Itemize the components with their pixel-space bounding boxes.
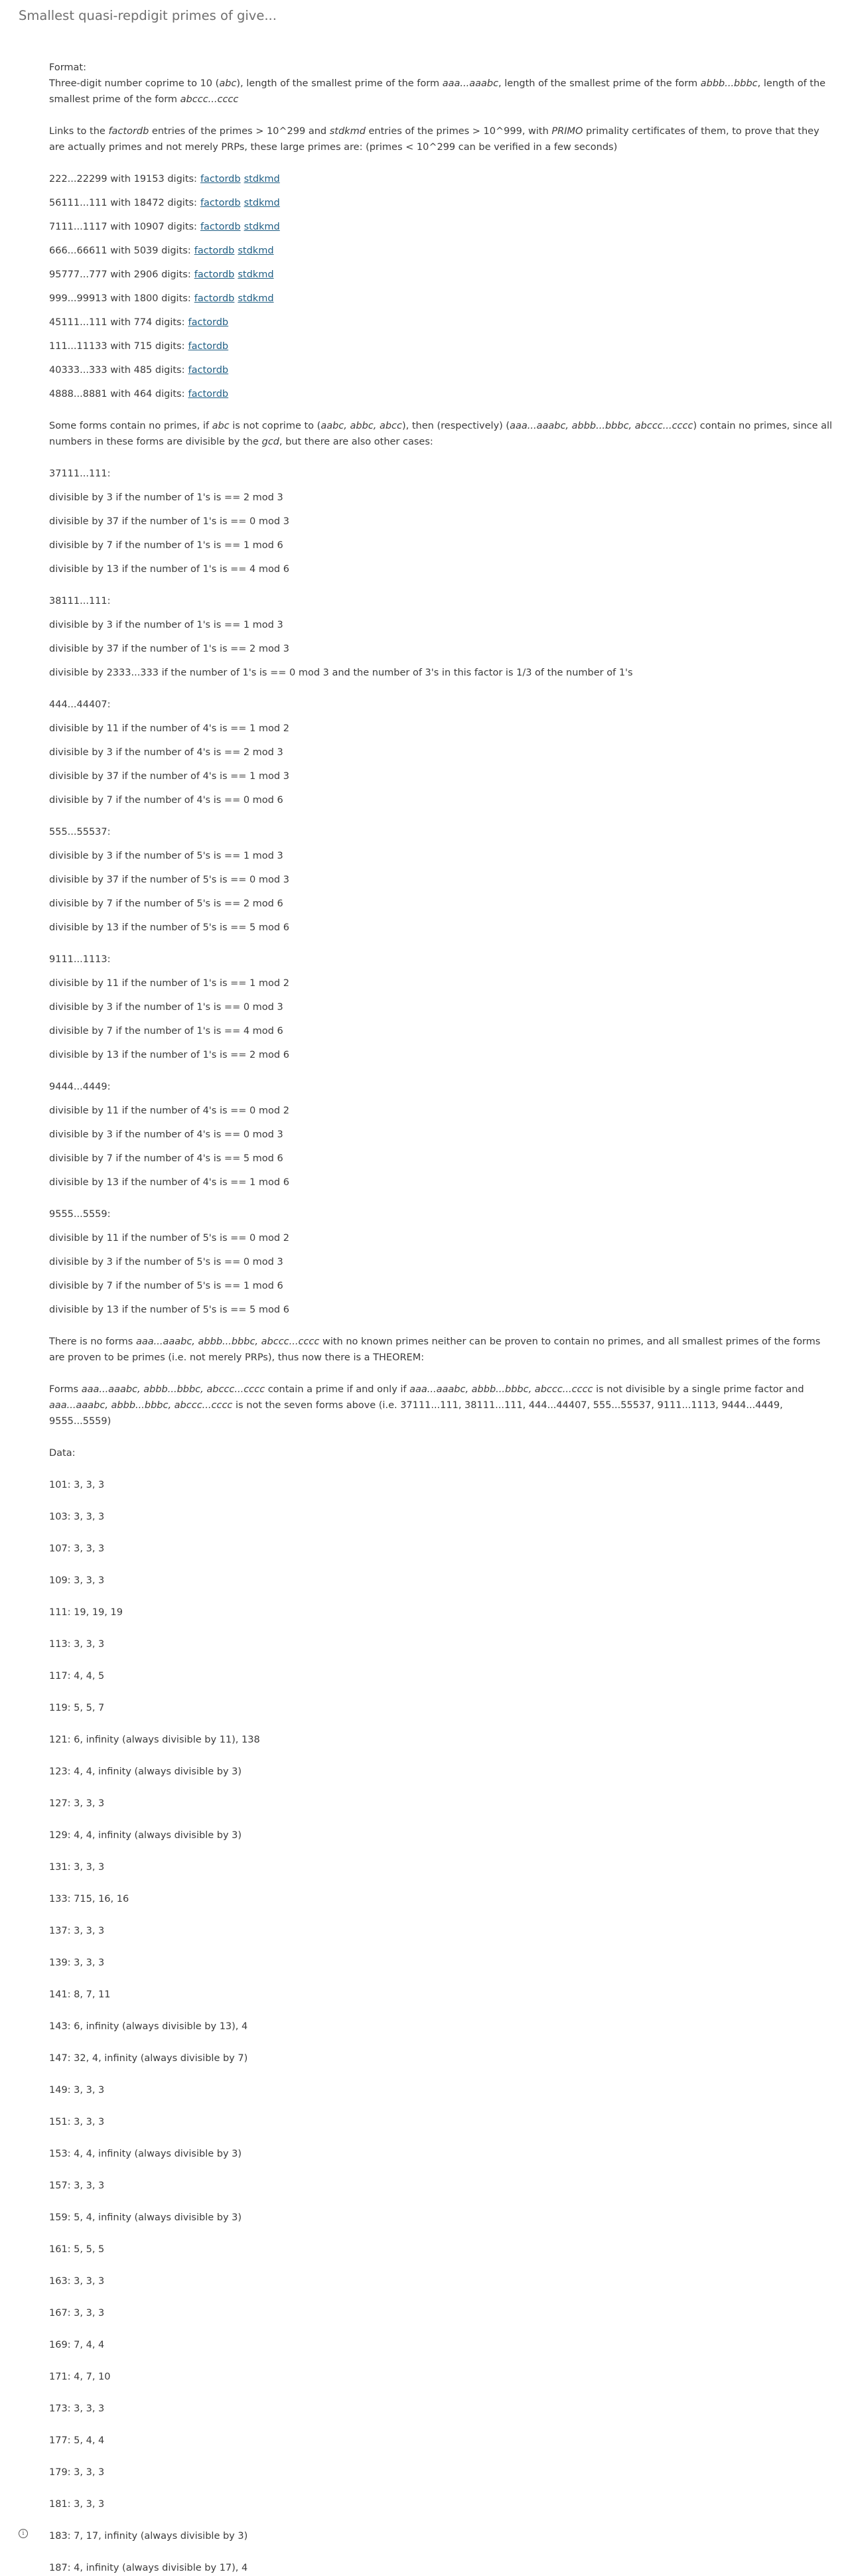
data-row: 107: 3, 3, 3 <box>49 1543 105 1554</box>
data-row: 101: 3, 3, 3 <box>49 1480 105 1490</box>
text-segment: entries of the primes > 10^999, with <box>365 126 552 137</box>
data-row: 143: 6, infinity (always divisible by 13), 4 <box>49 2021 248 2032</box>
case-rule: divisible by 13 if the number of 5's is == 5 mod 6 <box>49 1305 289 1315</box>
large-prime-label: 999...99913 with 1800 digits: <box>49 293 191 304</box>
case-rule: divisible by 7 if the number of 4's is == 0 mod 6 <box>49 795 283 806</box>
text-segment: aaa...aaabc, abbb...bbbc, abccc...cccc <box>81 1384 265 1395</box>
data-row: 159: 5, 4, infinity (always divisible by 3) <box>49 2212 242 2223</box>
text-segment: There is no forms <box>49 1336 136 1347</box>
factordb-link[interactable]: factordb <box>194 269 235 280</box>
case-form: 38111...111: <box>49 596 111 607</box>
case-rule: divisible by 3 if the number of 5's is == 1 mod 3 <box>49 851 283 861</box>
case-rule: divisible by 11 if the number of 5's is == 0 mod 2 <box>49 1233 289 1244</box>
case-rule: divisible by 2333...333 if the number of 1's is == 0 mod 3 and the number of 3's in this factor is 1/3 of the number of 1's <box>49 668 633 678</box>
text-segment: abbb...bbbc <box>700 78 758 89</box>
large-prime-item <box>49 315 836 330</box>
data-row: 149: 3, 3, 3 <box>49 2085 105 2096</box>
data-row: 147: 32, 4, infinity (always divisible by 7) <box>49 2053 248 2064</box>
large-prime-label: 111...11133 with 715 digits: <box>49 341 185 352</box>
large-prime-label: 4888...8881 with 464 digits: <box>49 389 185 399</box>
large-prime-label: 56111...111 with 18472 digits: <box>49 198 197 208</box>
text-segment: aabc, abbc, abcc <box>320 421 402 431</box>
data-row: 109: 3, 3, 3 <box>49 1575 105 1586</box>
case-form: 37111...111: <box>49 468 111 479</box>
text-segment: contain a prime if and only if <box>265 1384 410 1395</box>
data-row: 157: 3, 3, 3 <box>49 2181 105 2191</box>
data-list <box>49 1477 836 2576</box>
factordb-link[interactable]: factordb <box>188 317 229 328</box>
large-primes-list <box>49 171 836 402</box>
text-segment: primality certificates of them, to prove that they are actually primes and not merely PRPs, these large primes are: (primes < 10^299 can be verified in a few seconds) <box>49 126 819 153</box>
text-segment: aaa...aaabc, abbb...bbbc, abccc...cccc <box>510 421 693 431</box>
case-form: 9555...5559: <box>49 1209 111 1220</box>
page-content <box>49 60 836 2576</box>
case-rule: divisible by 3 if the number of 4's is == 0 mod 3 <box>49 1129 283 1140</box>
case-rule: divisible by 13 if the number of 1's is == 4 mod 6 <box>49 564 289 575</box>
case-form: 444...44407: <box>49 699 111 710</box>
data-row: 111: 19, 19, 19 <box>49 1607 123 1618</box>
data-row: 161: 5, 5, 5 <box>49 2244 105 2255</box>
data-row: 169: 7, 4, 4 <box>49 2340 105 2350</box>
data-row: 173: 3, 3, 3 <box>49 2403 105 2414</box>
large-prime-item <box>49 338 836 354</box>
factordb-link[interactable]: factordb <box>188 389 229 399</box>
format-heading: Format: <box>49 62 86 73</box>
large-prime-label: 95777...777 with 2906 digits: <box>49 269 191 280</box>
text-segment: factordb <box>108 126 149 137</box>
text-segment: abc <box>219 78 237 89</box>
factordb-link[interactable]: factordb <box>200 222 241 232</box>
text-segment: Links to the <box>49 126 109 137</box>
info-icon[interactable]: i <box>19 2529 28 2538</box>
text-segment: , length of the smallest prime of the form <box>49 78 826 105</box>
page-title: Smallest quasi-repdigit primes of give... <box>19 8 277 23</box>
text-segment: entries of the primes > 10^299 and <box>149 126 330 137</box>
data-row: 137: 3, 3, 3 <box>49 1926 105 1936</box>
factordb-link[interactable]: factordb <box>188 365 229 376</box>
text-segment: aaa...aaabc, abbb...bbbc, abccc...cccc <box>409 1384 593 1395</box>
large-prime-item <box>49 195 836 211</box>
large-prime-label: 666...66611 with 5039 digits: <box>49 246 191 256</box>
data-row: 121: 6, infinity (always divisible by 11), 138 <box>49 1735 260 1745</box>
large-prime-item <box>49 362 836 378</box>
case-rule: divisible by 37 if the number of 1's is == 2 mod 3 <box>49 644 289 654</box>
data-row: 117: 4, 4, 5 <box>49 1671 105 1682</box>
data-heading: Data: <box>49 1448 76 1459</box>
large-prime-item <box>49 291 836 307</box>
data-row: 133: 715, 16, 16 <box>49 1894 129 1904</box>
text-segment: aaa...aaabc <box>442 78 499 89</box>
data-row: 179: 3, 3, 3 <box>49 2467 105 2478</box>
format-description <box>49 76 836 107</box>
large-prime-item <box>49 386 836 402</box>
data-row: 113: 3, 3, 3 <box>49 1639 105 1650</box>
case-rule: divisible by 13 if the number of 1's is == 2 mod 6 <box>49 1050 289 1060</box>
large-prime-label: 7111...1117 with 10907 digits: <box>49 222 197 232</box>
large-prime-item <box>49 219 836 235</box>
text-segment: abccc...cccc <box>180 94 239 105</box>
some-forms-description <box>49 418 836 450</box>
factordb-link[interactable]: factordb <box>194 246 235 256</box>
case-form: 9444...4449: <box>49 1082 111 1092</box>
stdkmd-link[interactable]: stdkmd <box>238 293 274 304</box>
case-rule: divisible by 11 if the number of 1's is == 1 mod 2 <box>49 978 289 989</box>
data-row: 131: 3, 3, 3 <box>49 1862 105 1873</box>
case-rule: divisible by 3 if the number of 1's is == 1 mod 3 <box>49 620 283 630</box>
text-segment: is not divisible by a single prime factor and <box>593 1384 804 1395</box>
data-row: 181: 3, 3, 3 <box>49 2499 105 2510</box>
text-segment: aaa...aaabc, abbb...bbbc, abccc...cccc <box>49 1400 233 1411</box>
case-rule: divisible by 3 if the number of 4's is == 2 mod 3 <box>49 747 283 758</box>
large-prime-item <box>49 243 836 259</box>
large-prime-item <box>49 171 836 187</box>
case-rule: divisible by 13 if the number of 5's is == 5 mod 6 <box>49 922 289 933</box>
no-unknown-forms-paragraph <box>49 1334 836 1366</box>
data-row: 163: 3, 3, 3 <box>49 2276 105 2287</box>
data-row: 127: 3, 3, 3 <box>49 1798 105 1809</box>
factordb-link[interactable]: factordb <box>200 198 241 208</box>
theorem-statement <box>49 1382 836 1429</box>
data-row: 183: 7, 17, infinity (always divisible by 3) <box>49 2531 248 2541</box>
text-segment: PRIMO <box>551 126 583 137</box>
stdkmd-link[interactable]: stdkmd <box>244 222 280 232</box>
data-row: 103: 3, 3, 3 <box>49 1512 105 1522</box>
large-prime-item <box>49 267 836 283</box>
case-form: 555...55537: <box>49 827 111 837</box>
case-rule: divisible by 3 if the number of 1's is == 2 mod 3 <box>49 492 283 503</box>
text-segment: is not coprime to ( <box>229 421 321 431</box>
stdkmd-link[interactable]: stdkmd <box>238 246 274 256</box>
large-prime-label: 222...22299 with 19153 digits: <box>49 174 197 184</box>
text-segment: Three-digit number coprime to 10 ( <box>49 78 220 89</box>
factordb-link[interactable]: factordb <box>200 174 241 184</box>
data-row: 153: 4, 4, infinity (always divisible by 3) <box>49 2149 242 2159</box>
data-row: 141: 8, 7, 11 <box>49 1989 111 2000</box>
stdkmd-link[interactable]: stdkmd <box>244 198 280 208</box>
data-row: 177: 5, 4, 4 <box>49 2435 105 2446</box>
text-segment: abc <box>212 421 230 431</box>
large-prime-label: 40333...333 with 485 digits: <box>49 365 185 376</box>
case-rule: divisible by 7 if the number of 1's is == 4 mod 6 <box>49 1026 283 1037</box>
case-rule: divisible by 11 if the number of 4's is == 1 mod 2 <box>49 723 289 734</box>
special-cases <box>49 466 836 1334</box>
case-rule: divisible by 7 if the number of 1's is == 1 mod 6 <box>49 540 283 551</box>
large-prime-label: 45111...111 with 774 digits: <box>49 317 185 328</box>
case-rule: divisible by 3 if the number of 5's is == 0 mod 3 <box>49 1257 283 1267</box>
data-row: 129: 4, 4, infinity (always divisible by 3) <box>49 1830 242 1841</box>
text-segment: Forms <box>49 1384 82 1395</box>
data-row: 119: 5, 5, 7 <box>49 1703 105 1713</box>
data-row: 171: 4, 7, 10 <box>49 2372 111 2382</box>
text-segment: aaa...aaabc, abbb...bbbc, abccc...cccc <box>135 1336 320 1347</box>
case-form: 9111...1113: <box>49 954 111 965</box>
text-segment: Some forms contain no primes, if <box>49 421 212 431</box>
text-segment: , length of the smallest prime of the form <box>498 78 701 89</box>
data-row: 187: 4, infinity (always divisible by 17), 4 <box>49 2563 248 2573</box>
case-rule: divisible by 7 if the number of 5's is == 1 mod 6 <box>49 1281 283 1291</box>
text-segment: ) contain no primes, since all numbers in these forms are divisible by the <box>49 421 833 447</box>
case-rule: divisible by 37 if the number of 1's is == 0 mod 3 <box>49 516 289 527</box>
data-row: 151: 3, 3, 3 <box>49 2117 105 2127</box>
text-segment: ), then (respectively) ( <box>402 421 510 431</box>
data-row: 123: 4, 4, infinity (always divisible by 3) <box>49 1766 242 1777</box>
links-description <box>49 123 836 155</box>
case-rule: divisible by 37 if the number of 5's is == 0 mod 3 <box>49 875 289 885</box>
case-rule: divisible by 11 if the number of 4's is == 0 mod 2 <box>49 1106 289 1116</box>
text-segment: with no known primes neither can be proven to contain no primes, and all smallest primes of the forms are proven to be primes (i.e. not merely PRPs), thus now there is a THEOREM: <box>49 1336 821 1363</box>
case-rule: divisible by 7 if the number of 5's is == 2 mod 6 <box>49 898 283 909</box>
stdkmd-link[interactable]: stdkmd <box>244 174 280 184</box>
factordb-link[interactable]: factordb <box>188 341 229 352</box>
text-segment: gcd <box>261 437 279 447</box>
text-segment: stdkmd <box>329 126 366 137</box>
case-rule: divisible by 13 if the number of 4's is == 1 mod 6 <box>49 1177 289 1188</box>
stdkmd-link[interactable]: stdkmd <box>238 269 274 280</box>
case-rule: divisible by 7 if the number of 4's is == 5 mod 6 <box>49 1153 283 1164</box>
data-row: 139: 3, 3, 3 <box>49 1958 105 1968</box>
data-row: 167: 3, 3, 3 <box>49 2308 105 2319</box>
text-segment: is not the seven forms above (i.e. 37111...111, 38111...111, 444...44407, 555...55537, 9111...1113, 9444...4449, 9555...5559) <box>49 1400 783 1427</box>
case-rule: divisible by 37 if the number of 4's is == 1 mod 3 <box>49 771 289 782</box>
factordb-link[interactable]: factordb <box>194 293 235 304</box>
case-rule: divisible by 3 if the number of 1's is == 0 mod 3 <box>49 1002 283 1013</box>
text-segment: ), length of the smallest prime of the form <box>236 78 443 89</box>
text-segment: , but there are also other cases: <box>279 437 433 447</box>
